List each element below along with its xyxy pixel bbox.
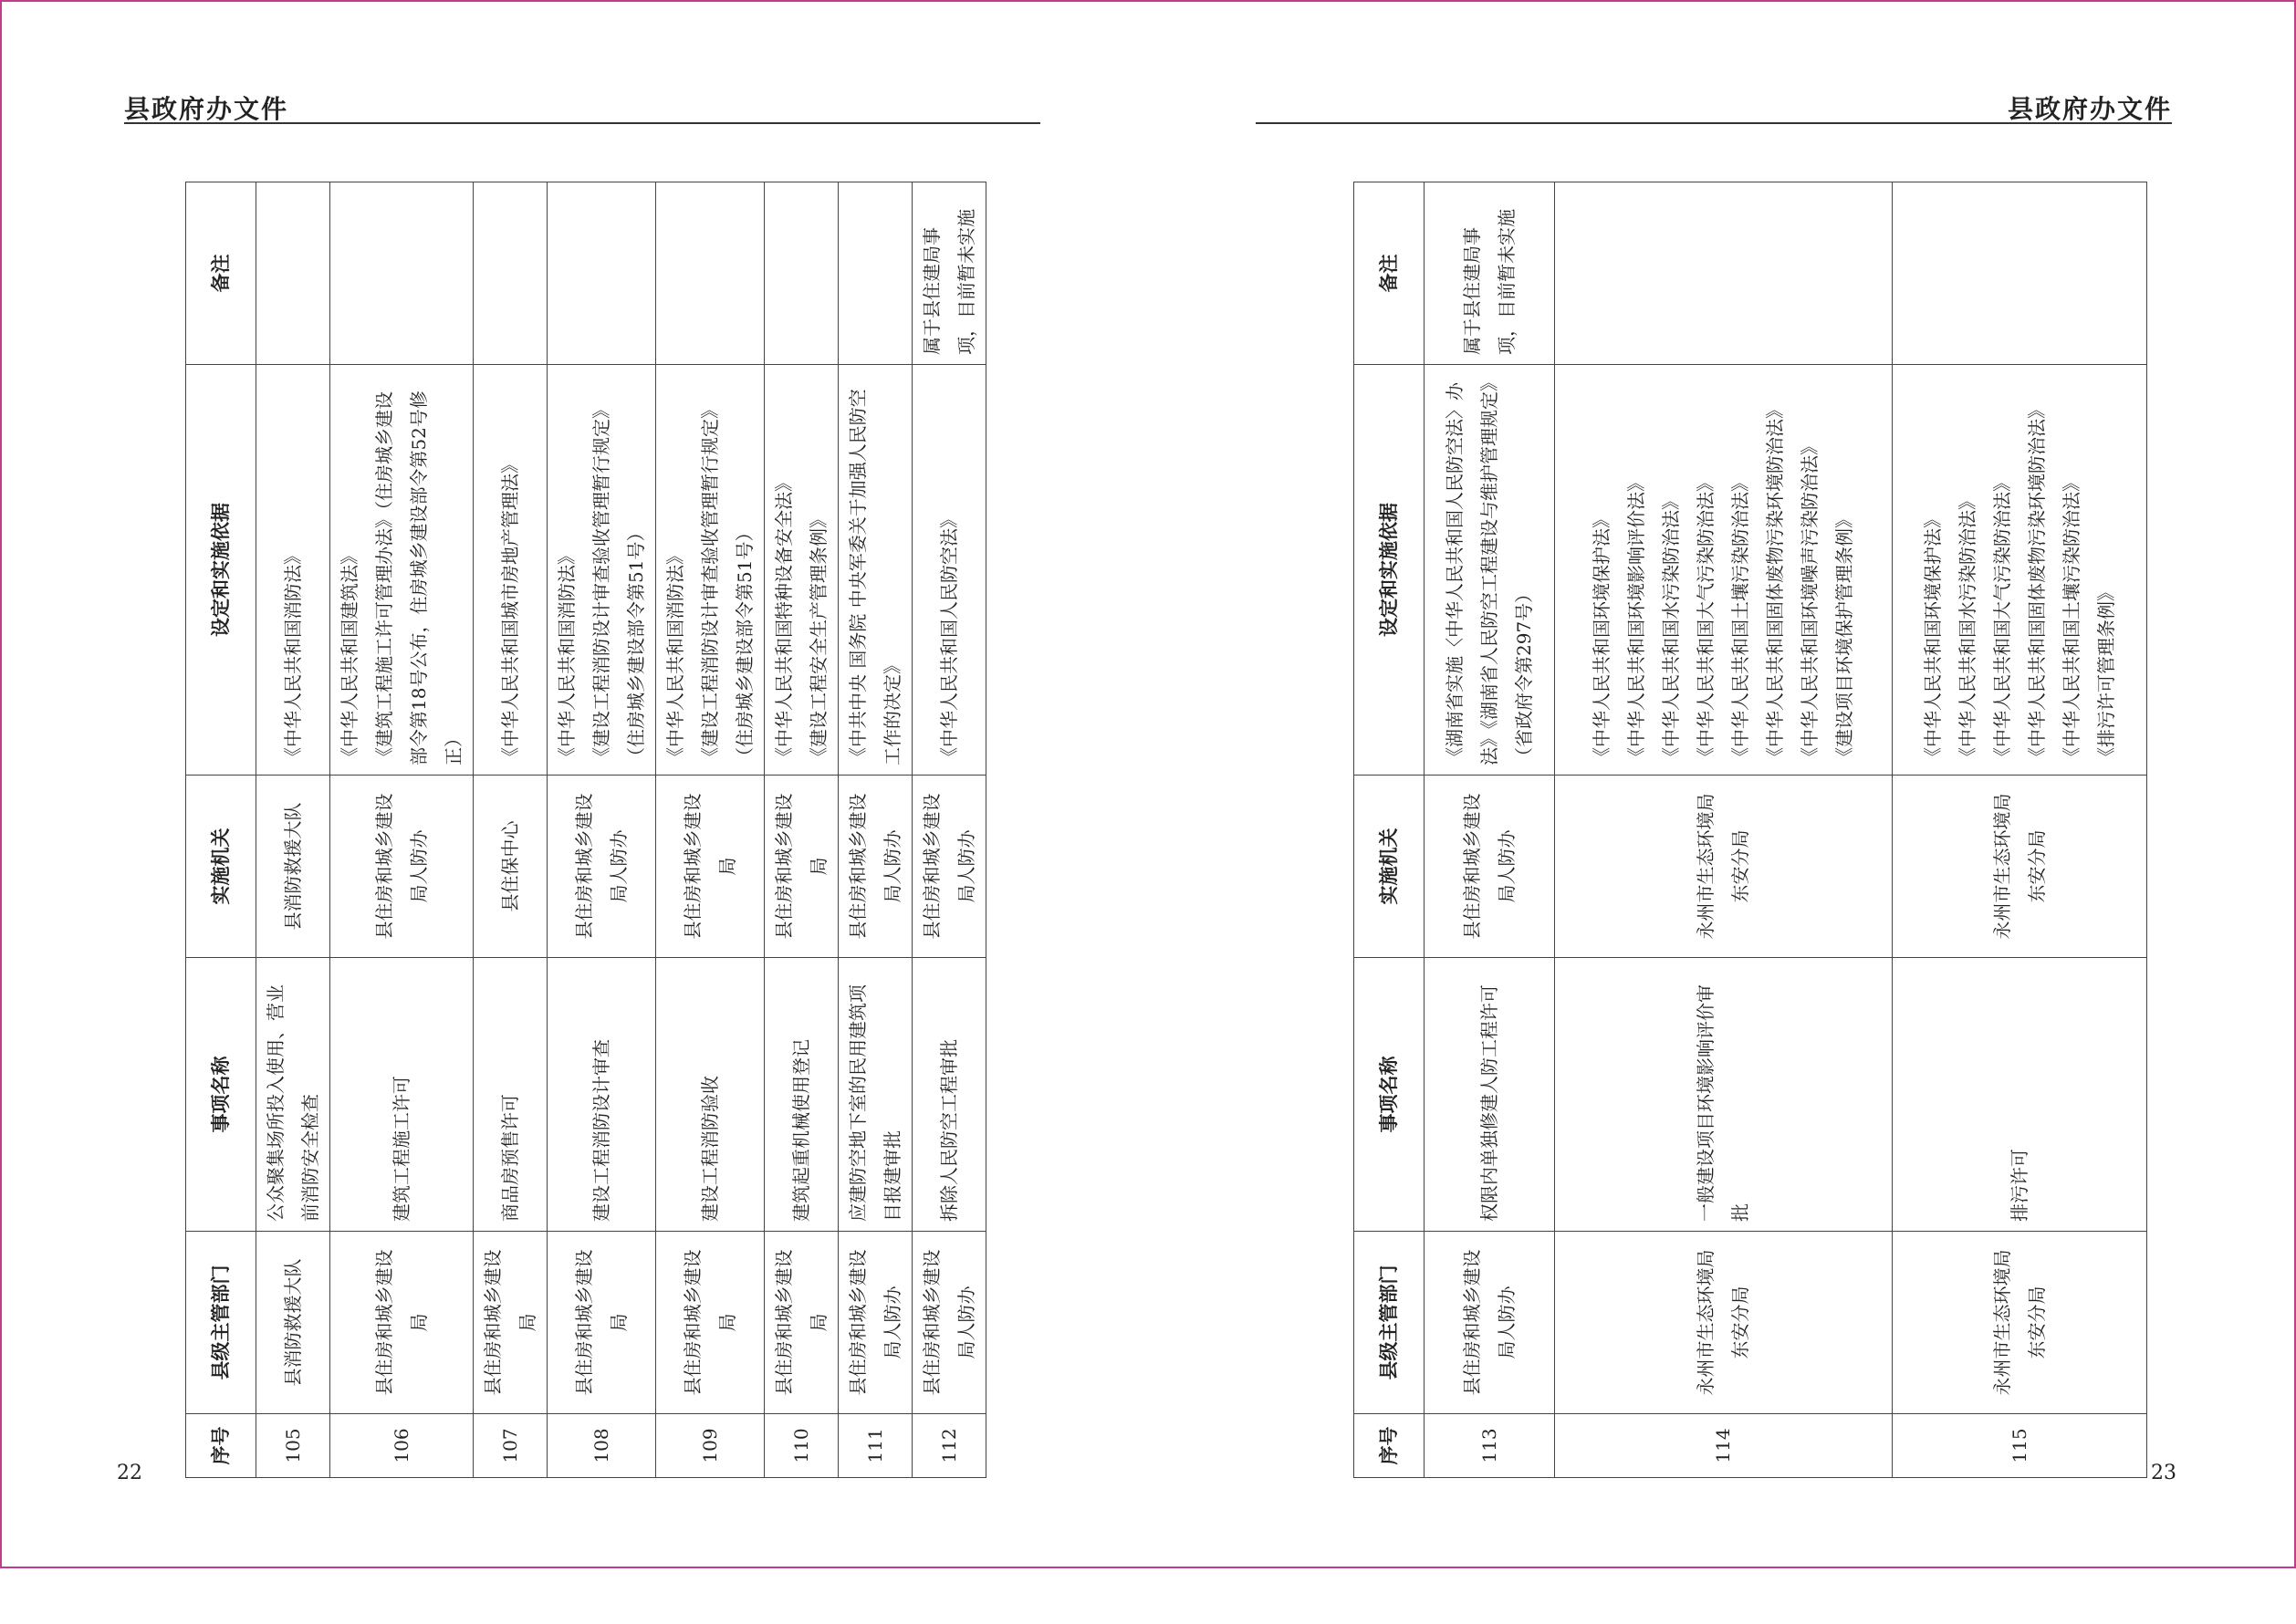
basis-line: 《中华人民共和国环境保护法》 xyxy=(1591,510,1613,765)
cell-agency: 永州市生态环境局东安分局 xyxy=(1554,776,1892,958)
basis-line: 《建设工程消防设计审查验收管理暂行规定》（住房城乡建设部令第51号） xyxy=(590,401,647,765)
basis-line: 《中华人民共和国土壤污染防治法》 xyxy=(2060,474,2082,765)
col-agency-header: 实施机关 xyxy=(1354,776,1425,958)
cell-seq: 114 xyxy=(1554,1414,1892,1478)
cell-basis xyxy=(330,365,474,776)
cell-basis xyxy=(913,365,986,776)
cell-agency: 县住房和城乡建设局 xyxy=(765,776,839,958)
table-row xyxy=(1554,182,1892,1478)
cell-dept: 县住房和城乡建设局人防办 xyxy=(839,1232,913,1414)
cell-note xyxy=(839,182,913,365)
cell-note xyxy=(548,182,656,365)
basis-line: 《湖南省实施〈中华人民共和国人民防空法〉办法》《湖南省人民防空工程建设与维护管理规定》（省政府令第297号） xyxy=(1443,382,1535,765)
basis-line: 《建设项目环境保护管理条例》 xyxy=(1833,510,1856,765)
col-item-header: 事项名称 xyxy=(1354,958,1425,1232)
cell-agency: 县住房和城乡建设局人防办 xyxy=(330,776,474,958)
col-item-header: 事项名称 xyxy=(186,958,256,1232)
items-table-left xyxy=(185,182,986,1478)
basis-line: 《中华人民共和国城市房地产管理法》 xyxy=(499,455,521,765)
table-header-row xyxy=(186,182,256,1478)
table-row xyxy=(656,182,765,1478)
basis-line: 《中华人民共和国环境噪声污染防治法》 xyxy=(1799,437,1821,765)
cell-note xyxy=(1554,182,1892,365)
header-title: 县政府办文件 xyxy=(124,94,289,124)
cell-item: 建设工程消防验收 xyxy=(656,958,765,1232)
col-seq-header: 序号 xyxy=(186,1414,256,1478)
cell-seq: 106 xyxy=(330,1414,474,1478)
cell-agency: 县住房和城乡建设局 xyxy=(656,776,765,958)
cell-note xyxy=(656,182,765,365)
cell-item: 应建防空地下室的民用建筑项目报建审批 xyxy=(839,958,913,1232)
basis-line: 《中华人民共和国大气污染防治法》 xyxy=(1990,474,2013,765)
cell-basis xyxy=(765,365,839,776)
basis-line: 《中华人民共和国特种设备安全法》 xyxy=(773,474,795,765)
col-seq-header: 序号 xyxy=(1354,1414,1425,1478)
col-basis-header: 设定和实施依据 xyxy=(186,365,256,776)
cell-note xyxy=(256,182,330,365)
cell-agency: 县住房和城乡建设局人防办 xyxy=(913,776,986,958)
cell-basis xyxy=(1554,365,1892,776)
page-number: 22 xyxy=(117,1462,142,1484)
basis-line: 《中华人民共和国环境影响评价法》 xyxy=(1625,474,1648,765)
cell-basis xyxy=(1892,365,2146,776)
col-agency-header: 实施机关 xyxy=(186,776,256,958)
basis-line: 《中华人民共和国土壤污染防治法》 xyxy=(1729,474,1752,765)
cell-basis xyxy=(548,365,656,776)
cell-seq: 110 xyxy=(765,1414,839,1478)
basis-line: 《中华人民共和国大气污染防治法》 xyxy=(1695,474,1717,765)
table-row xyxy=(256,182,330,1478)
cell-item: 公众聚集场所投入使用、营业前消防安全检查 xyxy=(256,958,330,1232)
cell-basis xyxy=(656,365,765,776)
cell-seq: 108 xyxy=(548,1414,656,1478)
table-row xyxy=(1892,182,2146,1478)
cell-note: 属于县住建局事项，目前暂未实施 xyxy=(1425,182,1555,365)
cell-item: 拆除人民防空工程审批 xyxy=(913,958,986,1232)
left-page xyxy=(0,0,1148,1568)
cell-basis xyxy=(256,365,330,776)
cell-dept: 县住房和城乡建设局 xyxy=(474,1232,548,1414)
table-row xyxy=(474,182,548,1478)
basis-line: 《中华人民共和国消防法》 xyxy=(556,547,578,765)
table-wrapper xyxy=(1378,209,2296,1624)
rotated-table-container xyxy=(1353,182,2147,1478)
table-header-row xyxy=(1354,182,1425,1478)
cell-item: 建筑工程施工许可 xyxy=(330,958,474,1232)
cell-dept: 县住房和城乡建设局 xyxy=(330,1232,474,1414)
cell-seq: 112 xyxy=(913,1414,986,1478)
table-row xyxy=(548,182,656,1478)
cell-basis xyxy=(839,365,913,776)
table-row xyxy=(1425,182,1555,1478)
table-row xyxy=(913,182,986,1478)
col-basis-header: 设定和实施依据 xyxy=(1354,365,1425,776)
cell-seq: 107 xyxy=(474,1414,548,1478)
cell-note xyxy=(330,182,474,365)
basis-line: 《中华人民共和国环境保护法》 xyxy=(1921,510,1944,765)
cell-dept: 县住房和城乡建设局 xyxy=(548,1232,656,1414)
cell-seq: 115 xyxy=(1892,1414,2146,1478)
basis-line: 《中共中央 国务院 中央军委关于加强人民防空工作的决定》 xyxy=(847,389,903,765)
cell-dept: 永州市生态环境局东安分局 xyxy=(1554,1232,1892,1414)
cell-dept: 县住房和城乡建设局 xyxy=(765,1232,839,1414)
cell-note: 属于县住建局事项，目前暂未实施 xyxy=(913,182,986,365)
basis-line: 《中华人民共和国固体废物污染环境防治法》 xyxy=(1764,401,1787,765)
cell-agency: 永州市生态环境局东安分局 xyxy=(1892,776,2146,958)
cell-dept: 县住房和城乡建设局 xyxy=(656,1232,765,1414)
cell-basis xyxy=(474,365,548,776)
cell-note xyxy=(1892,182,2146,365)
items-table-right xyxy=(1353,182,2147,1478)
table-row xyxy=(839,182,913,1478)
cell-agency: 县住保中心 xyxy=(474,776,548,958)
cell-seq: 113 xyxy=(1425,1414,1555,1478)
table-row xyxy=(330,182,474,1478)
cell-item: 权限内单独修建人防工程许可 xyxy=(1425,958,1555,1232)
table-row xyxy=(765,182,839,1478)
basis-line: 《建筑工程施工许可管理办法》（住房城乡建设部令第18号公布，住房城乡建设部令第52号修正） xyxy=(373,390,464,765)
cell-seq: 111 xyxy=(839,1414,913,1478)
cell-dept: 县住房和城乡建设局人防办 xyxy=(913,1232,986,1414)
cell-dept: 县住房和城乡建设局人防办 xyxy=(1425,1232,1555,1414)
basis-line: 《中华人民共和国水污染防治法》 xyxy=(1956,492,1978,765)
col-dept-header: 县级主管部门 xyxy=(1354,1232,1425,1414)
cell-item: 一般建设项目环境影响评价审批 xyxy=(1554,958,1892,1232)
cell-note xyxy=(474,182,548,365)
cell-item: 建筑起重机械使用登记 xyxy=(765,958,839,1232)
cell-note xyxy=(765,182,839,365)
basis-line: 《中华人民共和国消防法》 xyxy=(664,547,686,765)
header-title: 县政府办文件 xyxy=(2007,94,2172,124)
basis-line: 《建设工程安全生产管理条例》 xyxy=(808,510,830,765)
cell-dept: 永州市生态环境局东安分局 xyxy=(1892,1232,2146,1414)
basis-line: 《建设工程消防设计审查验收管理暂行规定》（住房城乡建设部令第51号） xyxy=(699,401,756,765)
basis-line: 《中华人民共和国消防法》 xyxy=(282,547,304,765)
cell-item: 排污许可 xyxy=(1892,958,2146,1232)
header-rule xyxy=(124,122,1040,124)
cell-seq: 105 xyxy=(256,1414,330,1478)
cell-seq: 109 xyxy=(656,1414,765,1478)
cell-item: 建设工程消防设计审查 xyxy=(548,958,656,1232)
right-page xyxy=(1148,0,2296,1568)
basis-line: 《排污许可管理条例》 xyxy=(2094,583,2117,765)
basis-line: 《中华人民共和国固体废物污染环境防治法》 xyxy=(2025,401,2048,765)
cell-dept: 县消防救援大队 xyxy=(256,1232,330,1414)
col-note-header: 备注 xyxy=(1354,182,1425,365)
col-dept-header: 县级主管部门 xyxy=(186,1232,256,1414)
basis-line: 《中华人民共和国建筑法》 xyxy=(339,547,360,765)
cell-agency: 县住房和城乡建设局人防办 xyxy=(1425,776,1555,958)
cell-basis xyxy=(1425,365,1555,776)
basis-line: 《中华人民共和国水污染防治法》 xyxy=(1660,492,1683,765)
rotated-table-container xyxy=(185,182,979,1478)
cell-agency: 县消防救援大队 xyxy=(256,776,330,958)
cell-item: 商品房预售许可 xyxy=(474,958,548,1232)
cell-agency: 县住房和城乡建设局人防办 xyxy=(548,776,656,958)
basis-line: 《中华人民共和国人民防空法》 xyxy=(938,510,960,765)
cell-agency: 县住房和城乡建设局人防办 xyxy=(839,776,913,958)
header-rule xyxy=(1256,122,2172,124)
page-number: 23 xyxy=(2151,1462,2176,1484)
col-note-header: 备注 xyxy=(186,182,256,365)
